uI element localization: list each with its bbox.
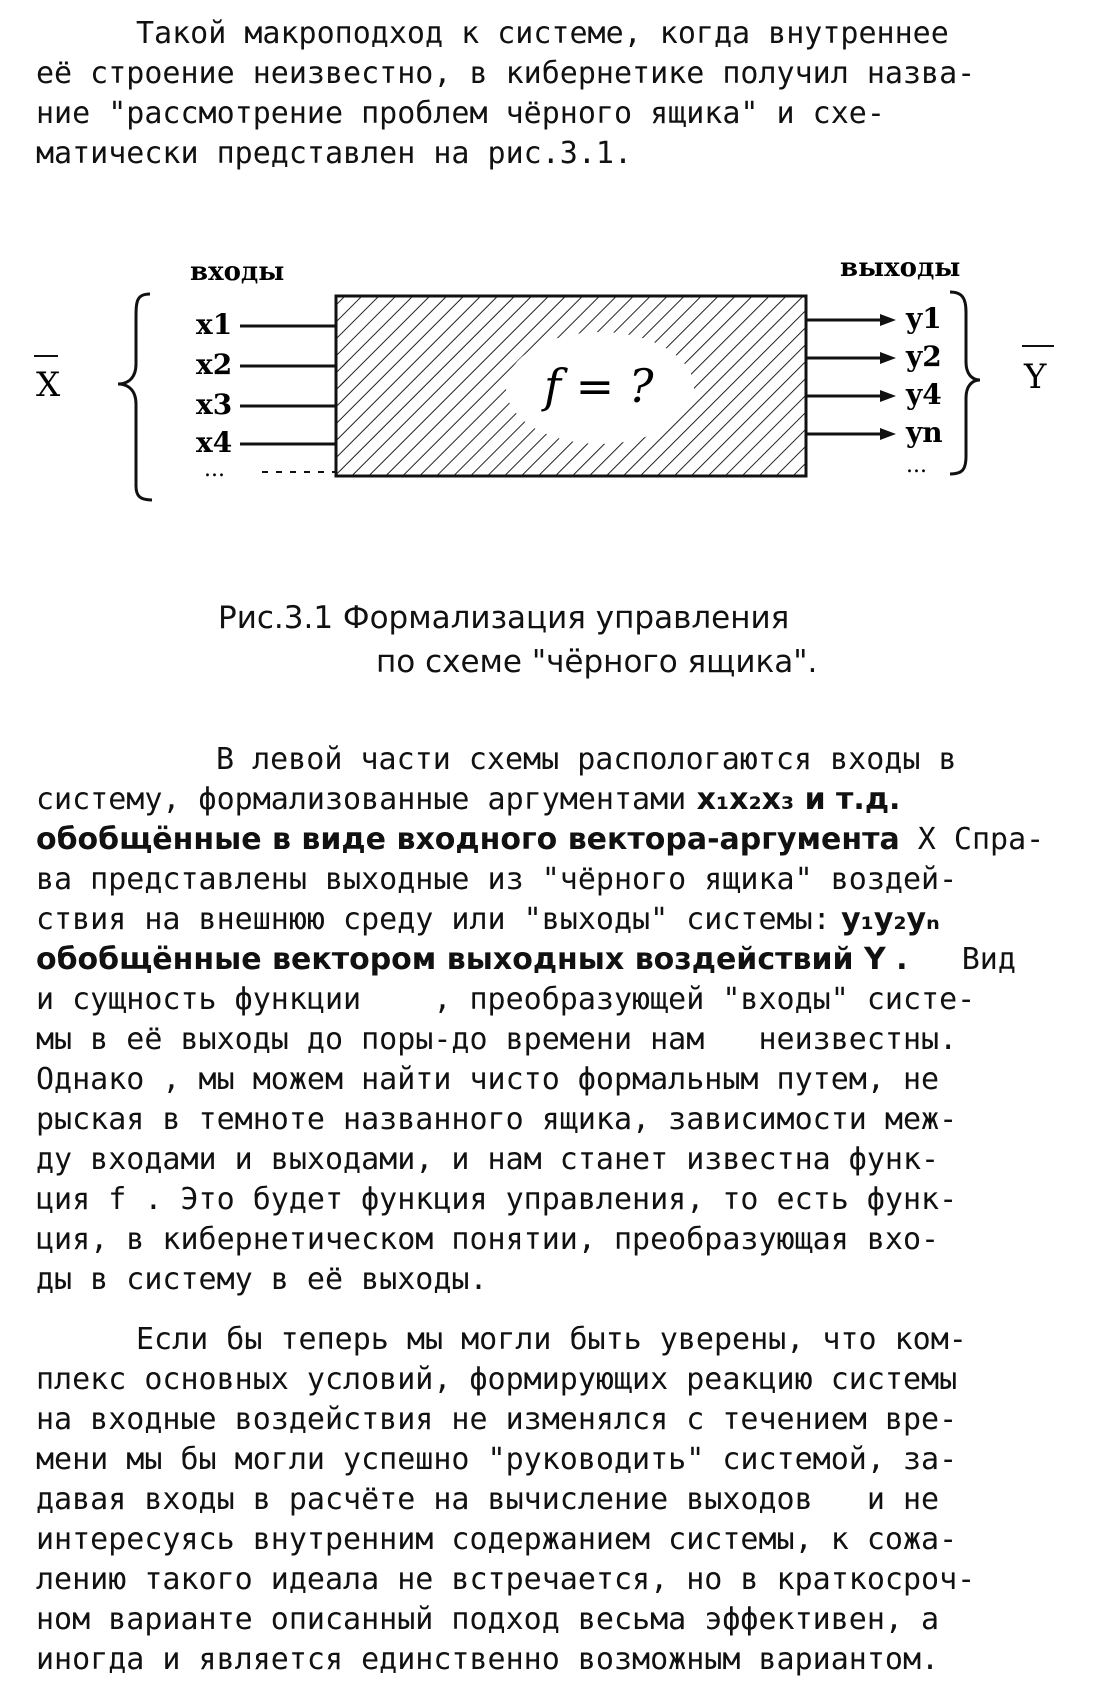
body1-line-6-text: Вид	[907, 942, 1016, 977]
body1-line-8: мы в её выходы до поры-до времени нам неизвестны.	[36, 1022, 958, 1057]
body2-line-5: давая входы в расчёте на вычисление выходов и не	[36, 1482, 940, 1517]
figure-caption-line-2: по схеме "чёрного ящика".	[376, 644, 818, 680]
body1-line-2-text: систему, формализованные аргументами	[36, 782, 687, 817]
intro-line-3: ние "рассмотрение проблем чёрного ящика" и схе-	[36, 96, 885, 131]
left-brace	[118, 294, 152, 500]
body1-line-2-bold: x₁x₂x₃ и т.д.	[686, 782, 901, 817]
output-y4: y4	[906, 378, 942, 411]
body2-line-9: иногда и является единственно возможным вариантом.	[36, 1642, 940, 1677]
input-vector-label: X	[36, 365, 61, 405]
body2-line-4: мени мы бы могли успешно "руководить" системой, за-	[36, 1442, 958, 1477]
body1-line-13: ция, в кибернетическом понятии, преобразующая вхо-	[36, 1222, 940, 1257]
body-paragraph-2	[36, 1320, 1046, 1680]
right-brace	[950, 292, 980, 474]
black-box-diagram	[0, 250, 1098, 550]
body2-line-6: интересуясь внутренним содержанием системы, к сожа-	[36, 1522, 958, 1557]
body2-line-2: плекс основных условий, формирующих реакцию системы	[36, 1362, 958, 1397]
output-y2: y2	[906, 340, 942, 373]
body1-line-6-bold: обобщённые вектором выходных воздействий Y .	[36, 942, 908, 977]
input-x1: x1	[196, 308, 233, 341]
body1-line-14: ды в систему в её выходы.	[36, 1262, 488, 1297]
outputs-label: выходы	[840, 253, 961, 283]
body1-line-12: ция f . Это будет функция управления, то есть функ-	[36, 1182, 958, 1217]
body1-line-5-bold: y₁y₂yₙ	[830, 902, 940, 937]
output-arrowhead-1	[880, 314, 896, 326]
body2-line-7: лению такого идеала не встречается, но в краткосроч-	[36, 1562, 976, 1597]
output-yn: yn	[906, 416, 943, 449]
body2-line-8: ном варианте описанный подход весьма эффективен, а	[36, 1602, 940, 1637]
input-ellipsis: ...	[204, 457, 225, 482]
body2-line-3: на входные воздействия не изменялся с течением вре-	[36, 1402, 958, 1437]
body1-line-11: ду входами и выходами, и нам станет известна функ-	[36, 1142, 940, 1177]
output-arrowhead-2	[880, 352, 896, 364]
output-arrowhead-3	[880, 390, 896, 402]
body2-line-1: Если бы теперь мы могли быть уверены, что ком-	[136, 1322, 967, 1357]
inputs-label: входы	[190, 257, 285, 287]
body1-line-4: ва представлены выходные из "чёрного ящика" воздей-	[36, 862, 958, 897]
input-x3: x3	[196, 388, 233, 421]
output-arrowhead-4	[880, 428, 896, 440]
body1-line-5-text: ствия на внешнюю среду или "выходы" системы:	[36, 902, 831, 937]
body1-line-9: Однако , мы можем найти чисто формальным путем, не	[36, 1062, 940, 1097]
figure-caption-line-1: Рис.3.1 Формализация управления	[218, 600, 790, 636]
input-x2: x2	[196, 348, 233, 381]
box-function-label: f = ?	[544, 359, 654, 413]
body1-line-10: рыская в темноте названного ящика, зависимости меж-	[36, 1102, 958, 1137]
body1-line-3	[36, 820, 1046, 860]
output-ellipsis: ...	[906, 453, 927, 478]
input-x4: x4	[196, 426, 233, 459]
body1-line-6	[36, 940, 1046, 980]
body1-line-3-bold: обобщённые в виде входного вектора-аргумента	[36, 822, 900, 857]
intro-line-1: Такой макроподход к системе, когда внутреннее	[136, 16, 949, 51]
body1-line-5	[36, 900, 1046, 940]
intro-line-4: матически представлен на рис.3.1.	[36, 136, 633, 171]
body1-line-7: и сущность функции , преобразующей "входы" систе-	[36, 982, 976, 1017]
body-paragraph-1	[36, 740, 1046, 1300]
body1-line-1: В левой части схемы распологаются входы в	[216, 742, 957, 777]
output-y1: y1	[906, 302, 942, 335]
body1-line-2	[36, 780, 1046, 820]
body1-line-3-text: X Спра-	[899, 822, 1045, 857]
intro-line-2: её строение неизвестно, в кибернетике получил назва-	[36, 56, 976, 91]
output-vector-label: Y	[1024, 357, 1047, 397]
intro-paragraph	[36, 14, 1046, 174]
